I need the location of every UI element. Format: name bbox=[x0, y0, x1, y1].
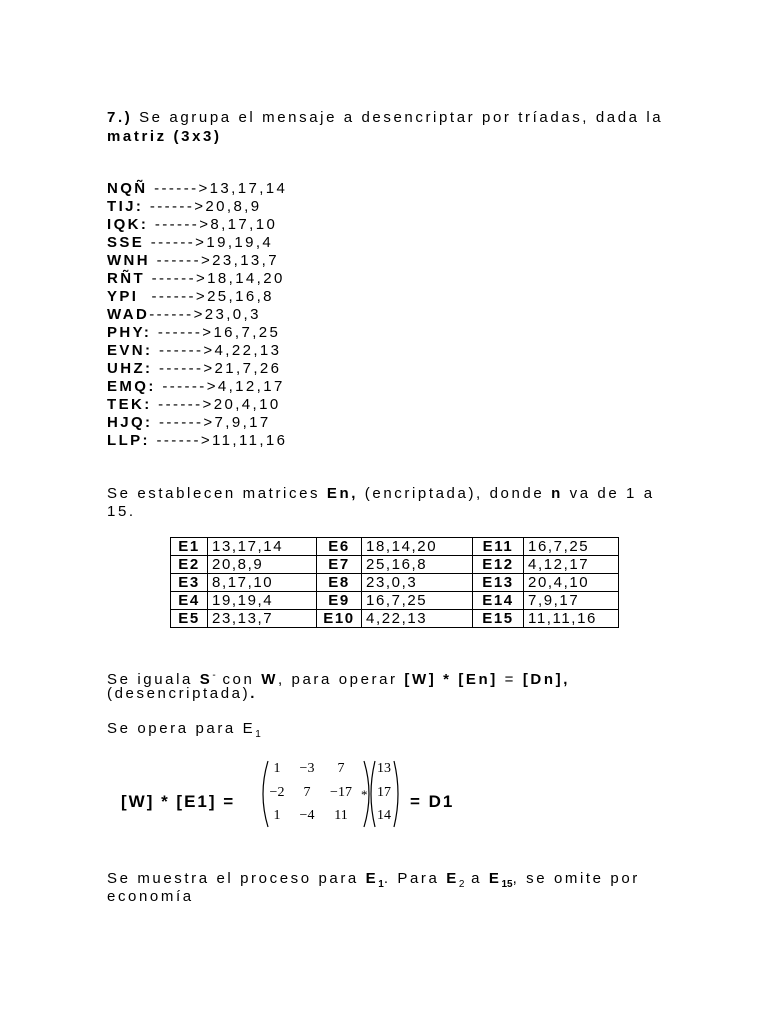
opera-line bbox=[107, 720, 261, 744]
text-run: Se opera para E bbox=[107, 720, 256, 737]
triad-row bbox=[107, 432, 287, 450]
text-run: . Para bbox=[383, 870, 447, 887]
triad-arrow: ------> bbox=[152, 342, 215, 359]
question-number: 7.) bbox=[107, 109, 133, 126]
equation-rhs: = D1 bbox=[410, 792, 455, 811]
table-row bbox=[171, 610, 619, 628]
triad-arrow: ------> bbox=[149, 432, 213, 449]
matrix-key-cell: E9 bbox=[317, 592, 362, 610]
triad-arrow: ------> bbox=[144, 234, 207, 251]
text-run: (desencriptada) bbox=[107, 685, 251, 702]
triad-arrow: ------> bbox=[149, 306, 205, 323]
triad-row bbox=[107, 270, 285, 288]
text-run: (encriptada), donde bbox=[358, 485, 552, 502]
triad-code: SSE bbox=[107, 234, 145, 251]
triad-arrow: ------> bbox=[150, 252, 213, 269]
matrices-intro-line-1 bbox=[107, 485, 655, 503]
matrix-key-cell: E6 bbox=[317, 538, 362, 556]
triad-code: WAD bbox=[107, 306, 150, 323]
e1-vector-cell: 17 bbox=[377, 785, 391, 800]
triad-row bbox=[107, 234, 273, 252]
iguala-line-2 bbox=[107, 685, 257, 703]
intro-text: Se agrupa el mensaje a desencriptar por tríadas, dada la bbox=[132, 109, 664, 126]
intro-line-1 bbox=[107, 109, 663, 127]
e1-vector-cell: 13 bbox=[377, 761, 391, 776]
en-label: En, bbox=[326, 485, 359, 502]
triad-row bbox=[107, 306, 261, 324]
triad-arrow: ------> bbox=[143, 198, 206, 215]
matrix-key-cell: E11 bbox=[473, 538, 524, 556]
triad-arrow: ------> bbox=[151, 324, 214, 341]
text-run: . bbox=[250, 685, 258, 702]
text-run: , para operar bbox=[277, 671, 405, 688]
triad-values: 7,9,17 bbox=[214, 414, 271, 431]
matrix-key-cell: E12 bbox=[473, 556, 524, 574]
triad-values: 20,4,10 bbox=[213, 396, 281, 413]
w-matrix-cell: 1 bbox=[273, 808, 281, 823]
w-matrix-cell: −2 bbox=[269, 785, 285, 800]
w-matrix-cell: 7 bbox=[337, 761, 345, 776]
triad-row bbox=[107, 324, 280, 342]
text-run: va de 1 a bbox=[562, 485, 655, 502]
triad-code: WNH bbox=[107, 252, 151, 269]
triad-code: IQK: bbox=[107, 216, 149, 233]
triad-code: PHY: bbox=[107, 324, 152, 341]
w-label: W bbox=[261, 671, 278, 688]
triad-values: 25,16,8 bbox=[207, 288, 274, 305]
s-label: S bbox=[199, 671, 213, 688]
e-label: E bbox=[446, 870, 459, 887]
text-run: Se establecen matrices bbox=[107, 485, 327, 502]
matrices-intro-line-2: 15. bbox=[107, 503, 136, 520]
triad-values: 4,12,17 bbox=[217, 378, 285, 395]
triad-values: 8,17,10 bbox=[210, 216, 278, 233]
triad-values: 20,8,9 bbox=[205, 198, 262, 215]
triad-row bbox=[107, 342, 281, 360]
matrix-value-cell: 13,17,14 bbox=[208, 538, 317, 556]
matrix-key-cell: E4 bbox=[171, 592, 208, 610]
matrix-value-cell: 16,7,25 bbox=[362, 592, 473, 610]
matrix-key-cell: E14 bbox=[473, 592, 524, 610]
triad-code: EMQ: bbox=[107, 378, 156, 395]
w-matrix-cell: −17 bbox=[330, 785, 352, 800]
triad-arrow: ------> bbox=[152, 360, 215, 377]
operation-label: [W] * [En] bbox=[404, 671, 498, 688]
triad-arrow: ------> bbox=[138, 288, 208, 305]
matrix-value-cell: 19,19,4 bbox=[208, 592, 317, 610]
matrix-value-cell: 25,16,8 bbox=[362, 556, 473, 574]
s-superscript: - bbox=[212, 670, 216, 681]
text-run: con bbox=[215, 671, 262, 688]
intro-line-2 bbox=[107, 128, 222, 146]
triad-code: TIJ: bbox=[107, 198, 144, 215]
matrix-value-cell: 4,12,17 bbox=[524, 556, 619, 574]
table-row bbox=[171, 592, 619, 610]
triad-row bbox=[107, 414, 271, 432]
triad-row bbox=[107, 216, 277, 234]
matrix-key-cell: E5 bbox=[171, 610, 208, 628]
triad-arrow: ------> bbox=[148, 216, 211, 233]
triad-values: 11,11,16 bbox=[212, 432, 288, 449]
matrix-key-cell: E7 bbox=[317, 556, 362, 574]
matrix-key-cell: E10 bbox=[317, 610, 362, 628]
matrix-value-cell: 18,14,20 bbox=[362, 538, 473, 556]
w-matrix-cell: −3 bbox=[299, 761, 315, 776]
matrix-key-cell: E8 bbox=[317, 574, 362, 592]
matrix-value-cell: 4,22,13 bbox=[362, 610, 473, 628]
triad-arrow: ------> bbox=[147, 180, 210, 197]
triad-code: RÑT bbox=[107, 270, 146, 287]
text-run: = bbox=[497, 671, 523, 688]
equation-lhs: [W] * [E1] = bbox=[121, 792, 236, 811]
w-matrix-cell: 11 bbox=[334, 808, 348, 823]
triad-values: 4,22,13 bbox=[214, 342, 282, 359]
triad-row bbox=[107, 396, 281, 414]
e1-vector-cell: 14 bbox=[377, 808, 391, 823]
matrix-value-cell: 20,4,10 bbox=[524, 574, 619, 592]
triad-row bbox=[107, 378, 285, 396]
w-matrix-cell: −4 bbox=[299, 808, 315, 823]
triad-arrow: ------> bbox=[152, 414, 215, 431]
matrix-key-cell: E2 bbox=[171, 556, 208, 574]
triad-row bbox=[107, 360, 281, 378]
table-row bbox=[171, 538, 619, 556]
text-run: Se muestra el proceso para bbox=[107, 870, 366, 887]
e-label: E bbox=[488, 870, 502, 887]
triad-code: UHZ: bbox=[107, 360, 153, 377]
triad-values: 23,13,7 bbox=[212, 252, 279, 269]
subscript: 2 bbox=[458, 879, 465, 890]
subscript: 15 bbox=[501, 879, 513, 890]
matrix-key-cell: E13 bbox=[473, 574, 524, 592]
triad-values: 13,17,14 bbox=[209, 180, 288, 197]
matrix-value-cell: 11,11,16 bbox=[524, 610, 619, 628]
table-row bbox=[171, 556, 619, 574]
text-run: , se omite por bbox=[512, 870, 640, 887]
n-label: n bbox=[551, 485, 563, 502]
subscript: 1 bbox=[378, 879, 384, 890]
triad-arrow: ------> bbox=[155, 378, 218, 395]
dn-label: [Dn], bbox=[522, 671, 570, 688]
triad-values: 18,14,20 bbox=[207, 270, 285, 287]
matrix-size-label: matriz (3x3) bbox=[107, 128, 222, 145]
triad-row bbox=[107, 198, 262, 216]
triad-values: 16,7,25 bbox=[213, 324, 281, 341]
triad-values: 21,7,26 bbox=[214, 360, 282, 377]
matrix-key-cell: E1 bbox=[171, 538, 208, 556]
w-matrix-cell: 7 bbox=[303, 785, 311, 800]
triad-code: LLP: bbox=[107, 432, 150, 449]
matrix-value-cell: 23,13,7 bbox=[208, 610, 317, 628]
triad-code: NQÑ bbox=[107, 180, 148, 197]
matrix-value-cell: 8,17,10 bbox=[208, 574, 317, 592]
matrix-value-cell: 23,0,3 bbox=[362, 574, 473, 592]
closing-line-2: economía bbox=[107, 888, 194, 905]
text-run: Se iguala bbox=[107, 671, 200, 688]
triad-values: 19,19,4 bbox=[206, 234, 274, 251]
triad-arrow: ------> bbox=[145, 270, 208, 287]
matrix-value-cell: 16,7,25 bbox=[524, 538, 619, 556]
multiply-operator: * bbox=[361, 787, 368, 802]
triad-code: YPI bbox=[107, 288, 139, 305]
triad-row bbox=[107, 180, 287, 198]
table-row bbox=[171, 574, 619, 592]
matrix-value-cell: 7,9,17 bbox=[524, 592, 619, 610]
triad-code: HJQ: bbox=[107, 414, 153, 431]
subscript: 1 bbox=[255, 729, 261, 740]
triad-values: 23,0,3 bbox=[204, 306, 261, 323]
e-label: E bbox=[365, 870, 379, 887]
matrix-key-cell: E3 bbox=[171, 574, 208, 592]
matrix-value-cell: 20,8,9 bbox=[208, 556, 317, 574]
w-matrix-cell: 1 bbox=[273, 761, 281, 776]
triad-code: EVN: bbox=[107, 342, 153, 359]
matrix-key-cell: E15 bbox=[473, 610, 524, 628]
triad-arrow: ------> bbox=[151, 396, 214, 413]
triad-row bbox=[107, 288, 274, 306]
triad-code: TEK: bbox=[107, 396, 152, 413]
text-run: a bbox=[464, 870, 489, 887]
en-matrix-table bbox=[170, 537, 619, 628]
triad-row bbox=[107, 252, 279, 270]
